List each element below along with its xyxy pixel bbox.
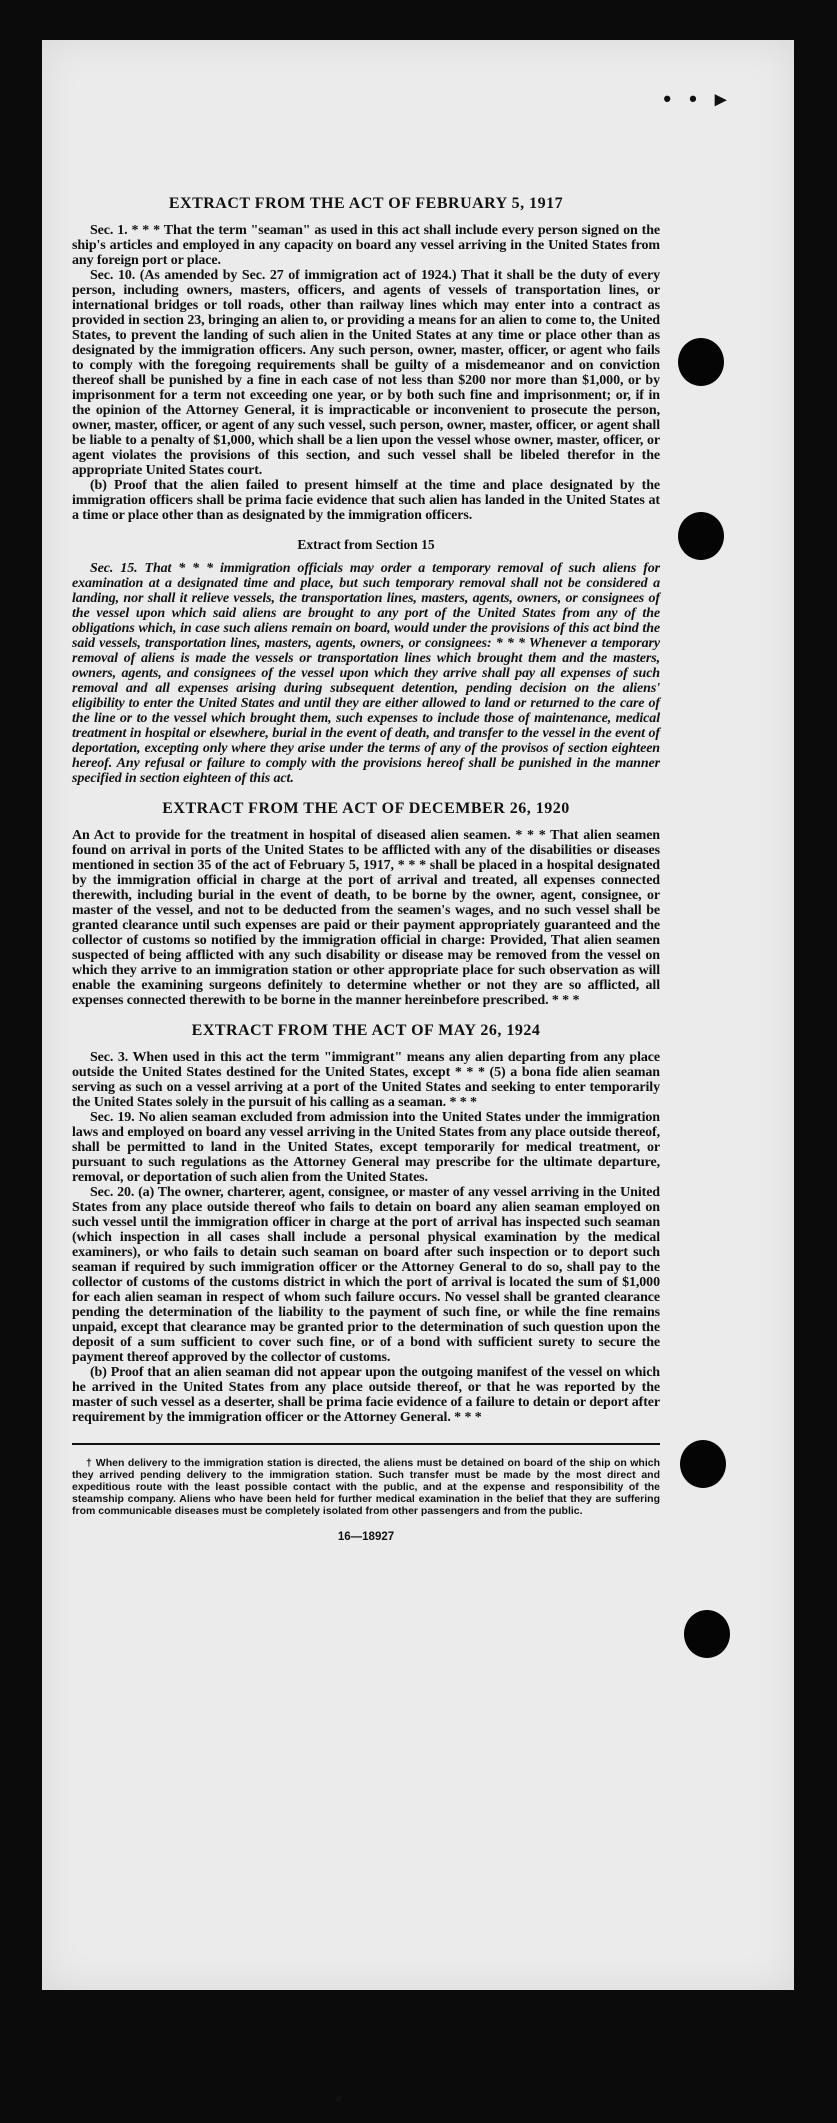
paragraph-sec-20: Sec. 20. (a) The owner, charterer, agent, consignee, or master of any vessel arriving in the United States from any place outside thereof who fails to detain on board any alien seaman employed on such vessel until the immigration officer in charge at the port of arrival has inspected such seaman (which inspection in all cases shall include a personal physical examination by the medical examiners), or who fails to detain such seaman on board after such inspection or to deport such seaman if required by such immigration officer or the Attorney General to do so, shall pay to the collector of customs of the customs district in which the port of arrival is located the sum of $1,000 for each alien seaman in respect of whom such failure occurs. No vessel shall be granted clearance pending the determination of the liability to the payment of such fine, or while the fine remains unpaid, except that clearance may be granted prior to the determination of such question upon the deposit of a sum sufficient to cover such fine, or of a bond with sufficient surety to secure the payment thereof approved by the collector of customs.	[72, 1185, 660, 1365]
margin-speck	[336, 2096, 342, 2102]
footnote-divider	[72, 1443, 660, 1445]
form-number: 16—18927	[337, 1531, 395, 1543]
section-heading: EXTRACT FROM THE ACT OF FEBRUARY 5, 1917	[168, 195, 564, 212]
paragraph-sec-20-b: (b) Proof that an alien seaman did not appear upon the outgoing manifest of the vessel on which he arrived in the United States from any place outside thereof, or that he was reported by the master of such vessel as a deserter, shall be prima facie evidence of a failure to detain or deport after requirement by the immigration officer or the Attorney General. * * *	[72, 1365, 660, 1425]
corner-marks: • • ▸	[663, 86, 732, 111]
section-heading: EXTRACT FROM THE ACT OF MAY 26, 1924	[191, 1022, 541, 1039]
section-act-1917	[72, 195, 660, 523]
section-act-1920	[72, 800, 660, 1008]
paragraph-sec-1: Sec. 1. * * * That the term "seaman" as used in this act shall include every person signed on the ship's articles and employed in any capacity on board any vessel arriving in the United States from any foreign port or place.	[72, 223, 660, 268]
paragraph-sec-3: Sec. 3. When used in this act the term "immigrant" means any alien departing from any place outside the United States destined for the United States, except * * * (5) a bona fide alien seaman serving as such on a vessel arriving at a port of the United States and seeking to enter temporarily the United States solely in the pursuit of his calling as a seaman. * * *	[72, 1050, 660, 1110]
section-subheading: Extract from Section 15	[297, 537, 435, 552]
document-content	[72, 195, 660, 1543]
punch-hole-3	[680, 1440, 726, 1488]
paragraph-act-1920: An Act to provide for the treatment in hospital of diseased alien seamen. * * * That alien seamen found on arrival in ports of the United States to be afflicted with any of the disabilities or diseases mentioned in section 35 of the act of February 5, 1917, * * * shall be placed in a hospital designated by the immigration official in charge at the port of arrival and treated, all expenses connected therewith, including burial in the event of death, to be borne by the owner, agent, consignee, or master of the vessel, and not to be deducted from the seamen's wages, and no such vessel shall be granted clearance until such expenses are paid or their payment appropriately guaranteed and the collector of customs so notified by the immigration official in charge: Provided, That alien seamen suspected of being afflicted with any such disability or disease may be removed from the vessel on which they arrive to an immigration station or other appropriate place for such observation as will enable the examining surgeons definitely to determine whether or not they are so afflicted, all expenses connected therewith to be borne in the manner hereinbefore prescribed. * * *	[72, 828, 660, 1008]
punch-hole-2	[678, 512, 724, 560]
paragraph-sec-15: Sec. 15. That * * * immigration officials may order a temporary removal of such aliens for examination at a designated time and place, but such temporary removal shall not be considered a landing, nor shall it relieve vessels, the transportation lines, masters, agents, owners, or consignees of the vessel upon which said aliens are brought to any port of the United States from any of the obligations which, in case such aliens remain on board, would under the provisions of this act bind the said vessels, transportation lines, masters, agents, owners, or consignees: * * * Whenever a temporary removal of aliens is made the vessels or transportation lines which brought them and the masters, owners, agents, and consignees of the vessel upon which they arrive shall pay all expenses of such removal and all expenses arising during subsequent detention, pending decision on the aliens' eligibility to enter the United States and until they are either allowed to land or returned to the care of the line or to the vessel which brought them, such expenses to include those of maintenance, medical treatment in hospital or elsewhere, burial in the event of death, and transfer to the vessel in the event of deportation, excepting only where they arise under the terms of any of the provisos of section eighteen hereof. Any refusal or failure to comply with the provisions hereof shall be punished in the manner specified in section eighteen of this act.	[72, 561, 660, 786]
section-heading: EXTRACT FROM THE ACT OF DECEMBER 26, 1920	[162, 800, 570, 817]
section-extract-15	[72, 537, 660, 786]
paragraph-sec-10: Sec. 10. (As amended by Sec. 27 of immigration act of 1924.) That it shall be the duty of every person, including owners, masters, officers, and agents of vessels of transportation lines, or international bridges or toll roads, other than railway lines which may enter into a contract as provided in section 23, bringing an alien to, or providing a means for an alien to come to, the United States, to prevent the landing of such alien in the United States at any time or place other than as designated by the immigration officers. Any such person, owner, master, officer, or agent who fails to comply with the foregoing requirements shall be guilty of a misdemeanor and on conviction thereof shall be punished by a fine in each case of not less than $200 nor more than $1,000, or by imprisonment for a term not exceeding one year, or by both such fine and imprisonment; or, if in the opinion of the Attorney General, it is impracticable or inconvenient to prosecute the person, owner, master, officer, or agent of any such vessel, such person, owner, master, officer, or agent shall be liable to a penalty of $1,000, which shall be a lien upon the vessel whose owner, master, officer, or agent violates the provisions of this section, and such vessel shall be libeled therefor in the appropriate United States court.	[72, 268, 660, 478]
punch-hole-4	[684, 1610, 730, 1658]
footnote: † When delivery to the immigration station is directed, the aliens must be detained on board of the ship on which they arrived pending delivery to the immigration station. Such transfer must be made by the most direct and expeditious route with the least possible contact with the public, and at the expense and responsibility of the steamship company. Aliens who have been held for further medical examination in the belief that they are suffering from communicable diseases must be completely isolated from other passengers and from the public.	[72, 1457, 660, 1517]
paragraph-sec-10-b: (b) Proof that the alien failed to present himself at the time and place designated by the immigration officers shall be prima facie evidence that such alien has landed in the United States at a time or place other than as designated by the immigration officers.	[72, 478, 660, 523]
paragraph-sec-19: Sec. 19. No alien seaman excluded from admission into the United States under the immigration laws and employed on board any vessel arriving in the United States from any place outside thereof, shall be permitted to land in the United States, except temporarily for medical treatment, or pursuant to such regulations as the Attorney General may prescribe for the ultimate departure, removal, or deportation of such alien from the United States.	[72, 1110, 660, 1185]
punch-hole-1	[678, 338, 724, 386]
section-act-1924	[72, 1022, 660, 1425]
